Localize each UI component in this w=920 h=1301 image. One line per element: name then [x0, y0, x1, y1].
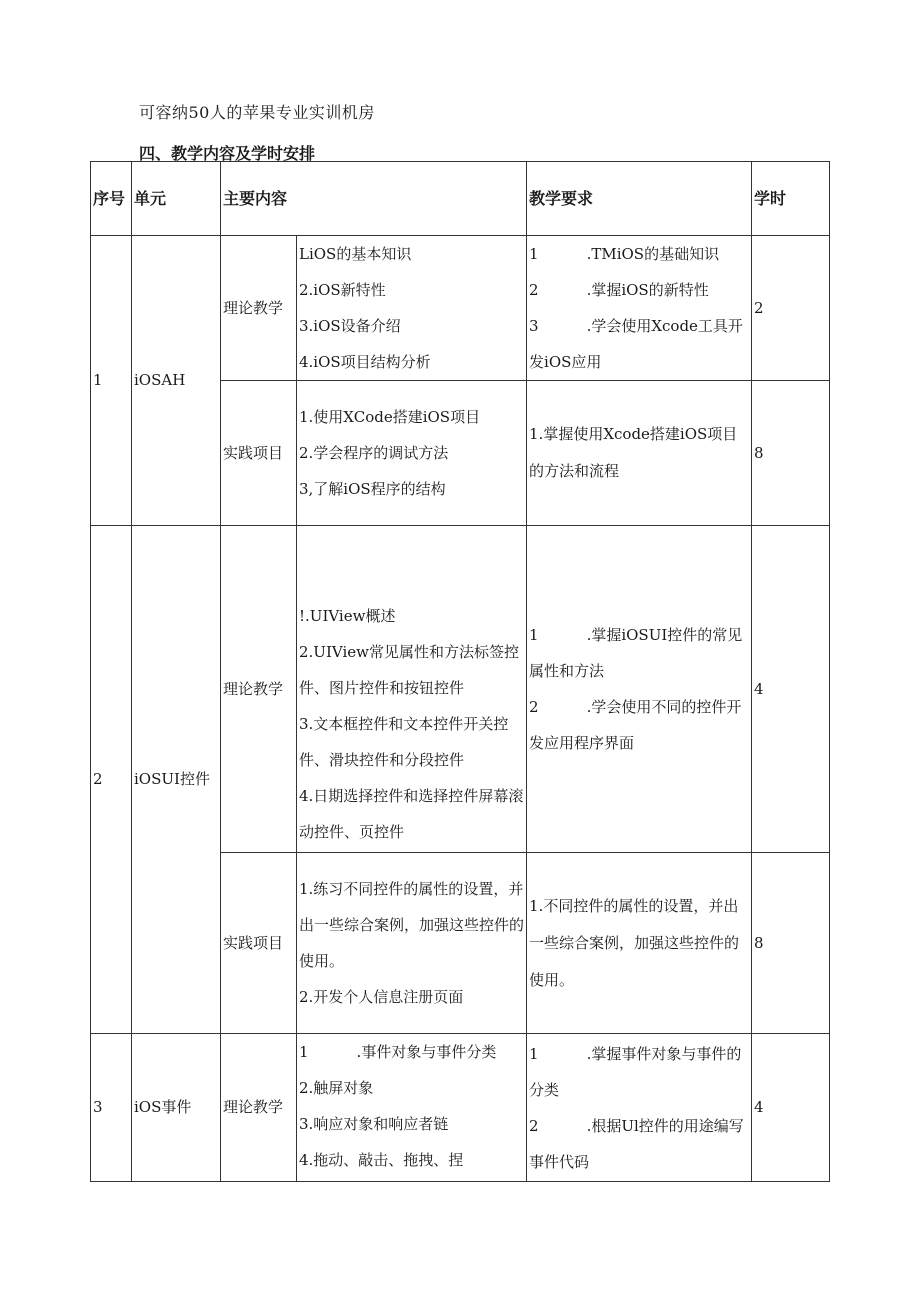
unit-cell: iOSAH [132, 236, 221, 526]
content-line: 4.拖动、敲击、拖拽、捏 [299, 1151, 464, 1169]
req-line: .掌握iOS的新特性 [586, 281, 709, 299]
hours-cell: 8 [752, 853, 830, 1034]
hours-cell: 2 [752, 236, 830, 381]
table-header-row [91, 162, 830, 236]
table-row [91, 236, 830, 381]
header-unit: 单元 [132, 162, 221, 236]
type-cell: 理论教学 [221, 236, 297, 381]
type-cell: 实践项目 [221, 381, 297, 526]
header-content: 主要内容 [221, 162, 527, 236]
content-cell [297, 381, 527, 526]
seq-cell: 1 [91, 236, 132, 526]
content-line: 3.iOS设备介绍 [299, 317, 401, 335]
content-cell: 1 .事件对象与事件分类 2.触屏对象 3.响应对象和响应者链 4.拖动、敲击、拖拽、捏 [297, 1034, 527, 1182]
header-req: 教学要求 [527, 162, 752, 236]
req-cell: 1 .TMiOS的基础知识 2 .掌握iOS的新特性 3 .学会使用Xcode工具开发iOS应用 [527, 236, 752, 381]
header-seq: 序号 [91, 162, 132, 236]
req-line: .根据Ul控件的用途编写事件代码 [529, 1116, 744, 1171]
schedule-table [90, 161, 830, 1182]
unit-cell: iOSUI控件 [132, 526, 221, 1034]
req-line: .学会使用Xcode工具开发iOS应用 [529, 317, 743, 371]
content-line: !.UIView概述 [299, 607, 396, 625]
content-line: 1.使用XCode搭建iOS项目 [299, 408, 481, 426]
header-hours: 学时 [752, 162, 830, 236]
unit-cell: iOS事件 [132, 1034, 221, 1182]
seq-cell: 3 [91, 1034, 132, 1182]
content-line: LiOS的基本知识 [299, 245, 412, 263]
req-line: .掌握事件对象与事件的分类 [529, 1044, 742, 1099]
content-line: 3,了解iOS程序的结构 [299, 480, 446, 498]
hours-cell: 4 [752, 526, 830, 853]
seq-cell: 2 [91, 526, 132, 1034]
content-line: 2.iOS新特性 [299, 281, 386, 299]
content-line: 4.iOS项目结构分析 [299, 353, 431, 371]
content-line: 2.UIView常见属性和方法标签控件、图片控件和按钮控件 [299, 643, 519, 697]
hours-cell: 4 [752, 1034, 830, 1182]
content-line: 3.文本框控件和文本控件开关控件、滑块控件和分段控件 [299, 715, 509, 769]
content-line: 2.学会程序的调试方法 [299, 444, 449, 462]
intro-text: 可容纳50人的苹果专业实训机房 [139, 103, 375, 122]
section-title: 四、教学内容及学时安排 [139, 144, 316, 163]
type-cell: 理论教学 [221, 1034, 297, 1182]
table-row [91, 1034, 830, 1182]
hours-cell: 8 [752, 381, 830, 526]
content-line: .事件对象与事件分类 [356, 1043, 497, 1061]
content-line: 2.开发个人信息注册页面 [299, 988, 464, 1006]
req-cell: 1.掌握使用Xcode搭建iOS项目的方法和流程 [527, 381, 752, 526]
content-line: 4.日期选择控件和选择控件屏幕滚动控件、页控件 [299, 787, 524, 841]
content-cell [297, 526, 527, 853]
req-line: .掌握iOSUI控件的常见属性和方法 [529, 626, 743, 680]
req-line: .TMiOS的基础知识 [586, 245, 720, 263]
type-cell: 实践项目 [221, 853, 297, 1034]
table-row [91, 526, 830, 853]
content-cell [297, 853, 527, 1034]
content-cell [297, 236, 527, 381]
req-cell: 1 .掌握iOSUI控件的常见属性和方法 2 .学会使用不同的控件开发应用程序界面 [527, 526, 752, 853]
req-cell: 1 .掌握事件对象与事件的分类 2 .根据Ul控件的用途编写事件代码 [527, 1034, 752, 1182]
content-line: 3.响应对象和响应者链 [299, 1115, 449, 1133]
req-line: .学会使用不同的控件开发应用程序界面 [529, 698, 742, 752]
type-cell: 理论教学 [221, 526, 297, 853]
req-cell: 1.不同控件的属性的设置，并出一些综合案例，加强这些控件的使用。 [527, 853, 752, 1034]
content-line: 2.触屏对象 [299, 1079, 374, 1097]
content-line: 1.练习不同控件的属性的设置，并出一些综合案例，加强这些控件的使用。 [299, 880, 525, 970]
